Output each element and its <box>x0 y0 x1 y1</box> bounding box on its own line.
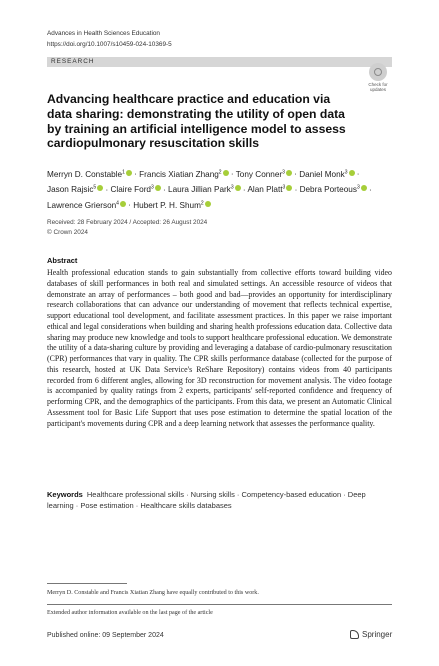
abstract-heading: Abstract <box>47 256 78 265</box>
author-name[interactable] <box>133 201 210 210</box>
published-online: Published online: 09 September 2024 <box>47 632 164 639</box>
author-name[interactable] <box>47 170 132 179</box>
author-text: Alan Platt <box>247 185 283 195</box>
keywords-label: Keywords <box>47 490 83 499</box>
author-text: Hubert P. H. Shum <box>133 200 201 210</box>
affiliation-number: 3 <box>282 184 286 191</box>
update-icon <box>369 63 387 81</box>
author-text: Lawrence Grierson <box>47 200 117 210</box>
author-name[interactable] <box>300 185 367 194</box>
author-text: Merryn D. Constable <box>47 169 123 179</box>
affiliation-number: 3 <box>344 169 348 175</box>
affiliation-number: 2 <box>218 169 222 175</box>
orcid-icon[interactable] <box>126 170 132 176</box>
orcid-icon[interactable] <box>223 170 229 176</box>
footnote-equal-contribution: Merryn D. Constable and Francis Xiatian Zhang have equally contributed to this work. <box>47 590 259 596</box>
orcid-icon[interactable] <box>120 201 126 207</box>
check-for-updates-badge[interactable] <box>364 63 392 93</box>
publisher-name: Springer <box>362 630 393 639</box>
journal-name: Advances in Health Sciences Education <box>47 30 160 37</box>
orcid-icon[interactable] <box>286 185 292 191</box>
author-text: Claire Ford <box>110 185 151 195</box>
author-name[interactable] <box>168 185 241 194</box>
affiliation-number: 3 <box>150 184 154 191</box>
orcid-icon[interactable] <box>205 201 211 207</box>
publisher-logo <box>350 630 392 639</box>
orcid-icon[interactable] <box>97 185 103 191</box>
article-dates <box>47 218 207 238</box>
springer-horse-icon <box>350 630 359 639</box>
author-name[interactable] <box>47 185 103 194</box>
author-text: Jason Rajsic <box>47 185 94 195</box>
author-text: Debra Porteous <box>299 185 357 195</box>
affiliation-number: 1 <box>122 169 125 175</box>
doi-link[interactable]: https://doi.org/10.1007/s10459-024-10369-5 <box>47 41 172 48</box>
affiliation-number: 3 <box>356 184 360 191</box>
affiliation-number: 5 <box>93 184 97 191</box>
affiliation-number: 4 <box>116 200 119 207</box>
article-title: Advancing healthcare practice and education via data sharing: demonstrating the utility of open data by training an artificial intelligence model to assess cardiopulmonary resuscitation skills <box>47 92 346 151</box>
affiliation-number: 3 <box>230 184 234 191</box>
orcid-icon[interactable] <box>349 170 355 176</box>
section-bar <box>47 57 392 67</box>
author-text: Laura Jillian Park <box>168 185 231 195</box>
affiliation-number: 3 <box>282 169 285 175</box>
received-accepted: Received: 28 February 2024 / Accepted: 26 August 2024 <box>47 219 208 226</box>
footnote-divider <box>47 583 127 584</box>
footnote-extended-info: Extended author information available on the last page of the article <box>47 610 213 616</box>
keywords <box>47 489 392 511</box>
author-name[interactable] <box>110 185 160 194</box>
author-name[interactable] <box>299 170 354 179</box>
keywords-text: Healthcare professional skills · Nursing skills · Competency-based education · Deep learning · Pose estimation · Healthcare skills databases <box>47 490 366 510</box>
badge-label: Check for updates <box>368 82 388 92</box>
footnote-divider-2 <box>47 604 392 605</box>
orcid-icon[interactable] <box>361 185 367 191</box>
author-name[interactable] <box>47 201 126 210</box>
author-name[interactable] <box>139 170 228 179</box>
author-text: Daniel Monk <box>299 169 345 179</box>
author-list: Merryn D. Constable$^1$ · Francis Xiatian Zhang$^2$ · Tony Conner$^3$ · Daniel Monk$^3$ · Jason Rajsic$^5$ · Claire Ford$^3$ · Laura Jillian Park$^3$ · Alan Platt$^3$ · Debra Porteous$^3$ · Lawrence Grierson$^4$ · Hubert P. H. Shum$^2$ <box>47 169 372 210</box>
affiliation-number: 2 <box>200 200 204 207</box>
author-text: Tony Conner <box>235 169 283 179</box>
copyright: © Crown 2024 <box>47 229 88 236</box>
orcid-icon[interactable] <box>286 170 292 176</box>
orcid-icon[interactable] <box>235 185 241 191</box>
author-text: Francis Xiatian Zhang <box>139 169 219 179</box>
orcid-icon[interactable] <box>155 185 161 191</box>
abstract-text: Health professional education stands to gain substantially from collective efforts toward building video databases of skill performances in both real and simulated settings. An accessible resource of videos that demonstrate an array of performances – both good and bad—provides an opportunity for interdisciplinary research collaborations that can advance our understanding of movement that reflects technical expertise, support educational tool development, and facilitate assessment practices. In this paper we raise important ethical and legal considerations when building and sharing health professions education data. Collective data sharing may produce new knowledge and tools to support healthcare professional education. We demonstrate the utility of a data-sharing culture by providing and leveraging a database of cardio-pulmonary resuscitation (CPR) performances that vary in quality. The CPR skills performance database (collected for the purpose of this research, hosted at UK Data Service's ReShare Repository) contains videos from 40 participants recorded from 6 different angles, allowing for 3D reconstruction for movement analysis. The video footage is accompanied by quality ratings from 2 experts, participants' self-reported confidence and frequency of performing CPR, and the demographics of the participants. From this data, we present an Automatic Clinical Assessment tool for Basic Life Support that uses pose estimation to determine the spatial location of the participant's movements during CPR and a deep learning network that assesses the performance quality. <box>47 268 392 428</box>
author-name[interactable] <box>236 170 292 179</box>
author-name[interactable] <box>247 185 292 194</box>
section-label: RESEARCH <box>51 58 95 65</box>
